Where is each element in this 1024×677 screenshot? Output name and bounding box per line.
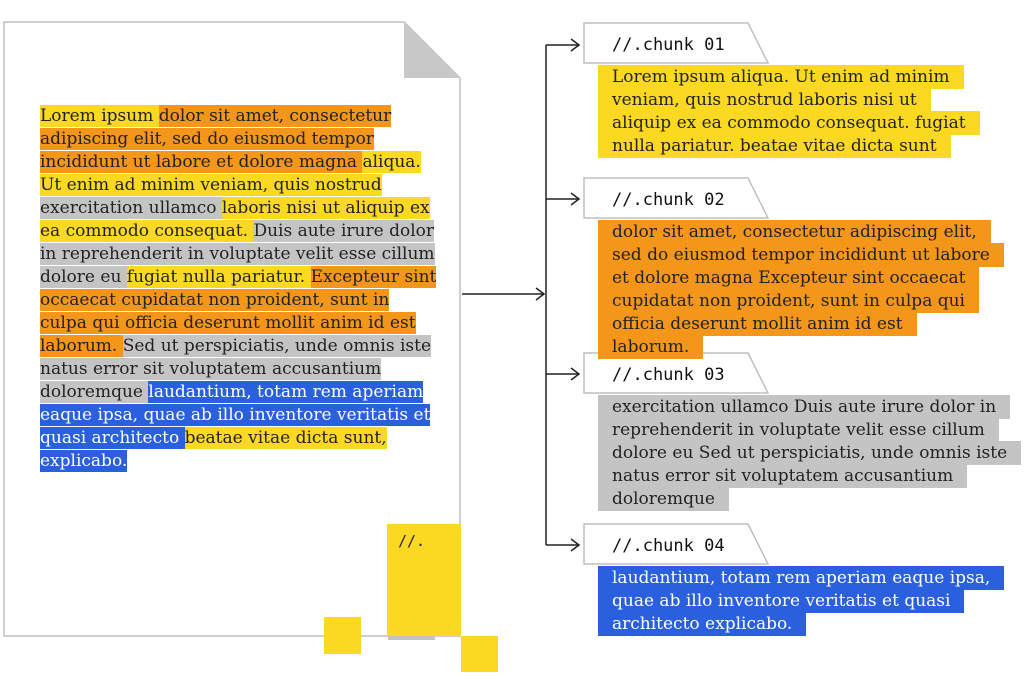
- document-segment-chunk-1: laboris nisi ut aliquip ex ea commodo consequat.: [40, 198, 430, 241]
- chunk-text-4: laudantium, totam rem aperiam eaque ipsa, quae ab illo inventore veritatis et quasi architecto explicabo.: [598, 566, 1004, 636]
- deco-yellow-block-right: [461, 636, 498, 672]
- chunk-text-2: dolor sit amet, consectetur adipiscing elit, sed do eiusmod tempor incididunt ut labore et dolore magna Excepteur sint occaecat cupidatat non proident, sunt in culpa qui officia deserunt mollit anim id est laborum.: [598, 220, 1004, 359]
- document-text: [40, 105, 440, 473]
- document-segment-chunk-1: fugiat nulla pariatur.: [126, 267, 311, 287]
- chunk-label-3: //.chunk 03: [612, 365, 725, 385]
- chunk-box-2: [598, 221, 998, 359]
- document-segment-chunk-4: laudantium, totam rem aperiam eaque ipsa, quae ab illo inventore veritatis et quasi architecto: [40, 382, 431, 448]
- document-segment-chunk-3: Sed ut perspiciatis, unde omnis iste natus error sit voluptatem accusantium doloremque: [40, 336, 432, 402]
- document-segment-chunk-2: dolor sit amet, consectetur adipiscing elit, sed do eiusmod tempor incididunt ut labore et dolore magna: [40, 106, 392, 172]
- document-segment-chunk-2: Excepteur sint occaecat cupidatat non proident, sunt in culpa qui officia deserunt mollit anim id est laborum.: [40, 267, 437, 356]
- chunk-box-4: [598, 567, 998, 636]
- chunk-text-1: Lorem ipsum aliqua. Ut enim ad minim veniam, quis nostrud laboris nisi ut aliquip ex ea commodo consequat. fugiat nulla pariatur. beatae vitae dicta sunt: [598, 65, 980, 158]
- chunk-box-3: [598, 396, 1008, 511]
- chunk-label-2: //.chunk 02: [612, 190, 725, 210]
- connector-tree: [462, 39, 579, 551]
- document-segment-chunk-3: Duis aute irure dolor in reprehenderit in voluptate velit esse cillum dolore eu: [40, 221, 435, 287]
- deco-yellow-block-left: [324, 617, 361, 654]
- document-segment-chunk-1: beatae vitae dicta sunt,: [184, 428, 387, 448]
- document-segment-chunk-1: Lorem ipsum: [40, 106, 159, 126]
- document-mark: //.: [398, 532, 426, 550]
- chunk-box-1: [598, 66, 978, 158]
- document-segment-chunk-3: exercitation ullamco: [40, 198, 222, 218]
- chunk-label-4: //.chunk 04: [612, 536, 725, 556]
- chunk-text-3: exercitation ullamco Duis aute irure dolor in reprehenderit in voluptate velit esse cillum dolore eu Sed ut perspiciatis, unde omnis iste natus error sit voluptatem accusantium doloremque: [598, 395, 1021, 511]
- document-segment-chunk-4: explicabo.: [40, 451, 128, 471]
- chunk-label-1: //.chunk 01: [612, 35, 725, 55]
- document-segment-chunk-1: aliqua. Ut enim ad minim veniam, quis nostrud: [40, 152, 421, 195]
